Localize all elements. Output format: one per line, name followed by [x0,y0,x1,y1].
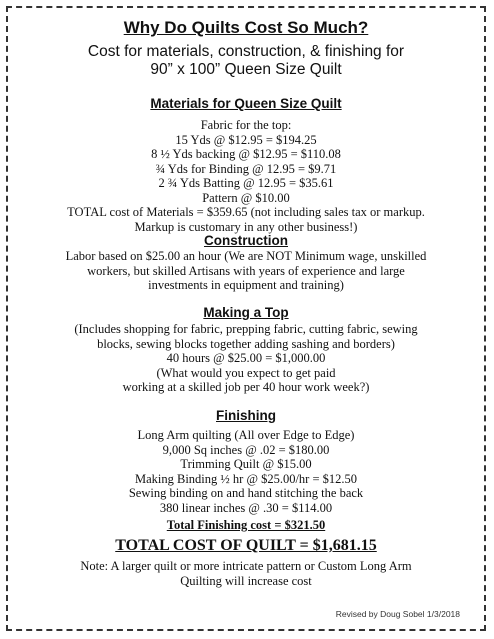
materials-list [8,118,484,234]
construction-text [8,249,484,293]
materials-line: TOTAL cost of Materials = $359.65 (not including sales tax or markup. [67,205,425,219]
subtitle-line: 90” x 100” Queen Size Quilt [150,61,342,78]
finishing-total: Total Finishing cost = $321.50 [166,518,326,532]
materials-line: ¾ Yds for Binding @ 12.95 = $9.71 [155,161,337,176]
note-line: Note: A larger quilt or more intricate pattern or Custom Long Arm [80,559,412,573]
subtitle-line: Cost for materials, construction, & finishing for [87,43,405,60]
construction-line: workers, but skilled Artisans with years of experience and large [87,263,405,278]
making-top-text [8,322,484,395]
finishing-line: Making Binding ½ hr @ $25.00/hr = $12.50 [134,471,358,486]
finishing-line: Trimming Quilt @ $15.00 [180,457,312,471]
making-top-line: (Includes shopping for fabric, prepping fabric, cutting fabric, sewing [74,322,418,336]
grand-total: TOTAL COST OF QUILT = $1,681.15 [115,537,377,554]
revision-footer: Revised by Doug Sobel 1/3/2018 [335,609,460,619]
finishing-heading: Finishing [216,408,276,423]
making-top-line: working at a skilled job per 40 hour work week?) [122,380,370,394]
materials-line: 15 Yds @ $12.95 = $194.25 [175,132,317,147]
making-top-line: 40 hours @ $25.00 = $1,000.00 [166,351,326,365]
materials-line: Markup is customary in any other business!) [134,219,358,234]
page-title: Why Do Quilts Cost So Much? [123,18,369,37]
finishing-line: Sewing binding on and hand stitching the back [128,486,364,500]
materials-line: Fabric for the top: [200,118,292,132]
finishing-list [8,428,484,515]
construction-heading: Construction [204,233,288,248]
construction-line: investments in equipment and training) [148,278,344,292]
finishing-line: Long Arm quilting (All over Edge to Edge) [137,428,355,442]
document-border [6,6,486,631]
materials-line: Pattern @ $10.00 [202,190,290,205]
subtitle [8,43,484,79]
finishing-line: 9,000 Sq inches @ .02 = $180.00 [162,442,330,457]
finishing-line: 380 linear inches @ .30 = $114.00 [159,500,333,515]
note-line: Quilting will increase cost [180,573,312,588]
construction-line: Labor based on $25.00 an hour (We are NOT Minimum wage, unskilled [65,249,427,263]
making-top-line: (What would you expect to get paid [156,365,336,380]
materials-line: 2 ¾ Yds Batting @ 12.95 = $35.61 [158,176,334,190]
making-top-heading: Making a Top [203,305,289,320]
making-top-line: blocks, sewing blocks together adding sashing and borders) [97,336,395,351]
materials-line: 8 ½ Yds backing @ $12.95 = $110.08 [151,147,341,161]
materials-heading: Materials for Queen Size Quilt [150,96,342,111]
note [8,559,484,588]
document-content [8,8,484,629]
